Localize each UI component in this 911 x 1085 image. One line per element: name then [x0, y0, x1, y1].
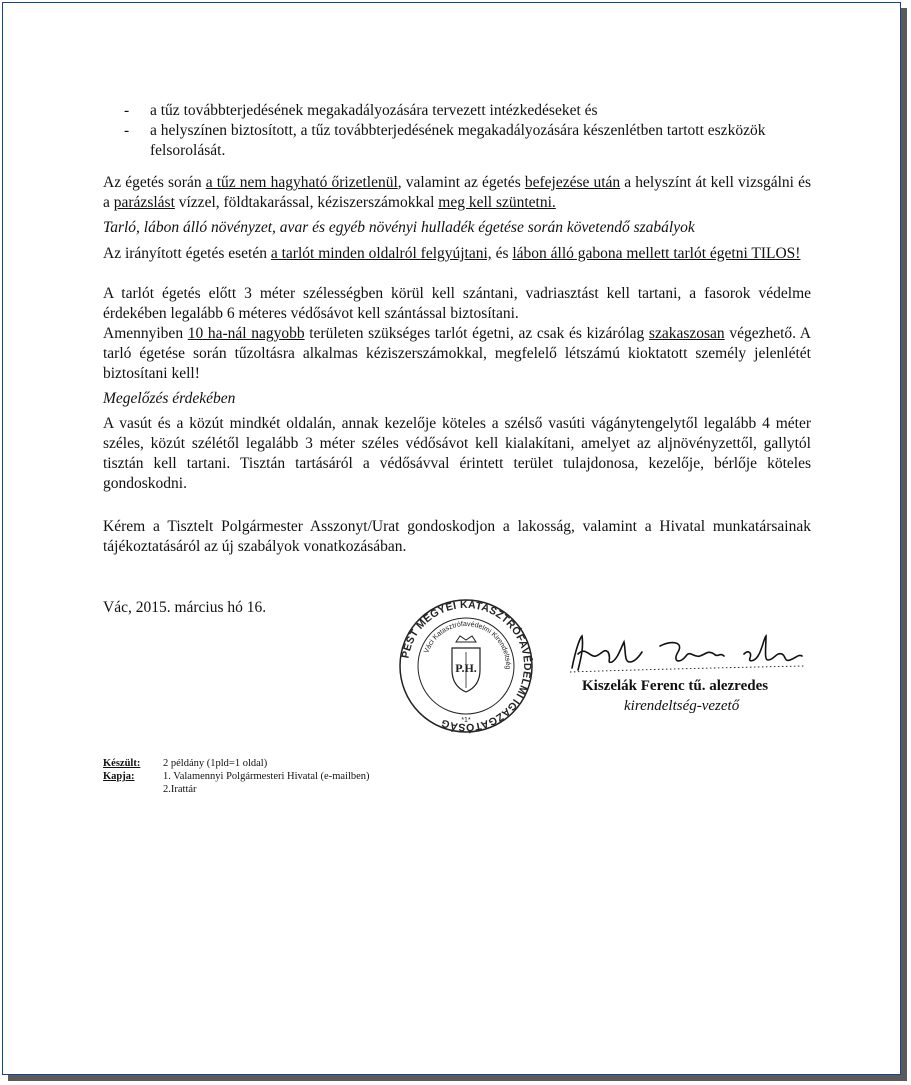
footer-row: [103, 783, 370, 796]
list-item: [124, 101, 814, 121]
official-seal-icon: [396, 596, 536, 736]
bullet-list: [124, 101, 814, 161]
underlined-text: a tarlót minden oldalról felgyújtani,: [270, 245, 492, 262]
underlined-text: szakaszosan: [648, 325, 725, 342]
list-item: [124, 121, 814, 161]
footer-value: 2.Irattár: [163, 784, 197, 795]
text-run: Amennyiben: [103, 325, 188, 342]
section-heading: Megelőzés érdekében: [103, 390, 236, 407]
seal-center-text: P.H.: [455, 661, 477, 675]
paragraph-prevention: A vasút és a közút mindkét oldalán, annak kezelője köteles a szélső vasúti vágánytengelytől legalább 4 méter széles, közút szélétől legalább 3 méter széles védősávot kell kialakítani, amelyet az aljnövényzettől, gallytól tisztán kell tartani. Tisztán tartásáról a védősávval érintett terület tulajdonosa, kezelője, bérlője köteles gondoskodni.: [103, 415, 811, 492]
seal-bottom-text: *1*: [461, 717, 471, 724]
bullet-text: a helyszínen biztosított, a tűz továbbterjedésének megakadályozására készenlétben tartott eszközök felsorolását.: [150, 122, 766, 159]
footer-label-spacer: [103, 783, 163, 796]
text-run: Az égetés során: [103, 174, 206, 191]
text-run: , valamint az égetés: [397, 174, 525, 191]
bullet-dash: -: [124, 102, 130, 119]
footer-label: Készült:: [103, 758, 141, 769]
text-run: a helyszínt át kell vizsgálni és a: [103, 174, 812, 211]
signature-area: [396, 596, 816, 736]
paragraph-large-area: [103, 324, 811, 384]
paragraph-fire-supervision: [103, 173, 811, 213]
paragraph-plowing: A tarlót égetés előtt 3 méter szélességben körül kell szántani, vadriasztást kell tartani, a fasorok védelme érdekében legalább 6 méteres védősávot kell szántással biztosítani.: [103, 285, 811, 322]
footer-row: [103, 757, 370, 770]
footer-value: 2 példány (1pld=1 oldal): [163, 758, 268, 769]
underlined-text: meg kell szüntetni.: [438, 194, 556, 211]
paragraph-controlled-burning: [103, 244, 811, 264]
bullet-text: a tűz továbbterjedésének megakadályozására tervezett intézkedéseket és: [150, 102, 598, 119]
footer-value: 1. Valamennyi Polgármesteri Hivatal (e-mailben): [163, 771, 370, 782]
underlined-text: a tűz nem hagyható őrizetlenül: [205, 174, 398, 191]
paragraph-request: Kérem a Tisztelt Polgármester Asszonyt/Urat gondoskodjon a lakosság, valamint a Hivatal munkatársainak tájékoztatásáról az új szabályok vonatkozásában.: [103, 518, 811, 555]
date-line: Vác, 2015. március hó 16.: [103, 599, 267, 616]
footer-label: Kapja:: [103, 771, 135, 782]
text-run: vízzel, földtakarással, kéziszerszámokkal: [174, 194, 439, 211]
handwritten-signature-icon: [568, 628, 808, 676]
seal-outer-text: PEST MEGYEI KATASZTRÓFAVÉDELMI IGAZGATÓSÁG: [399, 598, 534, 734]
bullet-dash: -: [124, 122, 130, 139]
document-footer: [103, 757, 370, 796]
underlined-text: 10 ha-nál nagyobb: [187, 325, 305, 342]
signatory-name: Kiszelák Ferenc tű. alezredes: [582, 678, 769, 694]
text-run: területen szükséges tarlót égetni, az csak és kizárólag: [304, 325, 649, 342]
text-run: Az irányított égetés esetén: [103, 245, 271, 262]
signatory-role: kirendeltség-vezető: [624, 698, 740, 714]
text-run: és: [491, 245, 513, 262]
underlined-text: befejezése után: [524, 174, 621, 191]
underlined-text: lábon álló gabona mellett tarlót égetni TILOS!: [512, 245, 801, 262]
footer-row: [103, 770, 370, 783]
seal-inner-text: Váci Katasztrófavédelmi Kirendeltség: [423, 620, 512, 670]
section-heading: Tarló, lábon álló növényzet, avar és egyéb növényi hulladék égetése során követendő szabályok: [103, 219, 695, 236]
underlined-text: parázslást: [113, 194, 175, 211]
text-run: végezhető. A tarló égetése során tűzoltásra alkalmas kéziszerszámokkal, megfelelő létszámú kioktatott személy jelenlétét biztosítani kell!: [103, 325, 811, 382]
